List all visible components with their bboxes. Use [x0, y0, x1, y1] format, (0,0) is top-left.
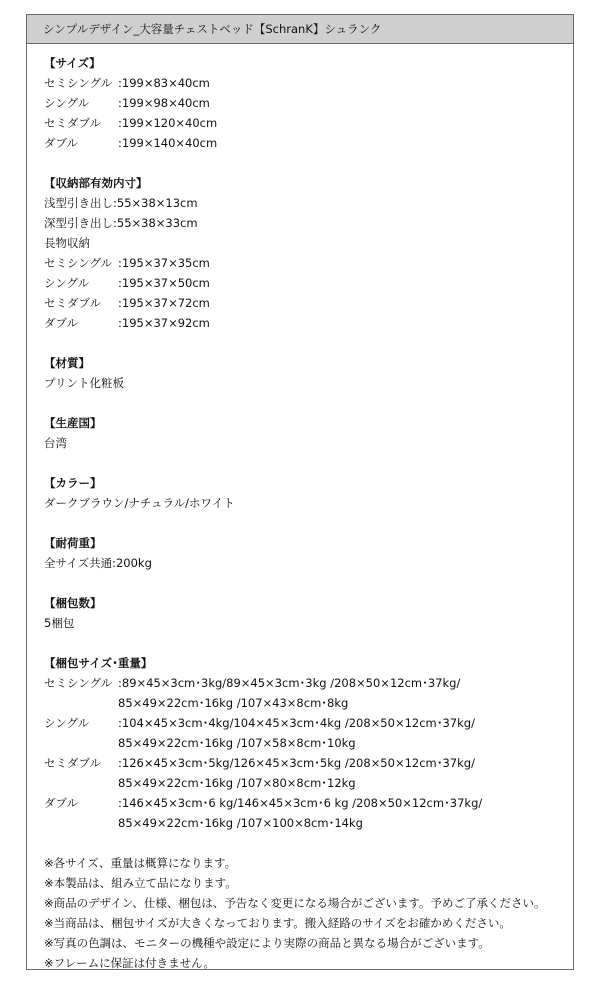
- color-heading: 【カラー】: [44, 476, 102, 490]
- storage-row: [44, 293, 573, 313]
- note-line: ※各サイズ、重量は概算になります。: [44, 856, 237, 870]
- package-size-row: [44, 713, 573, 753]
- notes-section: [44, 853, 573, 973]
- size-label: ダブル: [44, 136, 79, 150]
- spec-card: [26, 14, 574, 970]
- note-line: ※商品のデザイン、仕様、梱包は、予告なく変更になる場合がございます。予めご了承ください。: [44, 896, 546, 910]
- size-heading: 【サイズ】: [44, 56, 101, 70]
- package-size-row: [44, 673, 573, 713]
- size-section: [44, 53, 573, 153]
- storage-row: [44, 313, 573, 333]
- shallow-drawer-dimensions: 浅型引き出し:55×38×13cm: [44, 196, 198, 210]
- material-heading: 【材質】: [44, 356, 90, 370]
- package-size-section: [44, 653, 573, 833]
- spec-content: [27, 44, 573, 973]
- deep-drawer-dimensions: 深型引き出し:55×38×33cm: [44, 216, 198, 230]
- size-row: [44, 113, 573, 133]
- load-value: 全サイズ共通:200kg: [44, 556, 152, 570]
- storage-row: [44, 273, 573, 293]
- size-value: :199×120×40cm: [118, 116, 218, 130]
- size-row: [44, 93, 573, 113]
- size-row: [44, 73, 573, 93]
- packages-section: [44, 593, 573, 633]
- size-label: セミダブル: [44, 116, 102, 130]
- package-size-label: セミシングル: [44, 676, 113, 690]
- storage-heading: 【収納部有効内寸】: [44, 176, 148, 190]
- storage-value: :195×37×50cm: [118, 276, 210, 290]
- storage-section: [44, 173, 573, 333]
- size-label: セミシングル: [44, 76, 113, 90]
- package-size-label: ダブル: [44, 796, 79, 810]
- note-line: ※当商品は、梱包サイズが大きくなっております。搬入経路のサイズをお確かめください。: [44, 916, 511, 930]
- size-value: :199×83×40cm: [118, 76, 210, 90]
- size-value: :199×98×40cm: [118, 96, 210, 110]
- size-row: [44, 133, 573, 153]
- package-size-row: [44, 753, 573, 793]
- package-size-label: セミダブル: [44, 756, 102, 770]
- package-size-row: [44, 793, 573, 833]
- origin-section: [44, 413, 573, 453]
- packages-heading: 【梱包数】: [44, 596, 102, 610]
- package-size-value: :89×45×3cm･3kg/89×45×3cm･3kg /208×50×12cm･37kg/ 85×49×22cm･16kg /107×43×8cm･8kg: [118, 676, 461, 710]
- load-section: [44, 533, 573, 573]
- size-value: :199×140×40cm: [118, 136, 218, 150]
- color-value: ダークブラウン/ナチュラル/ホワイト: [44, 496, 235, 510]
- material-section: [44, 353, 573, 393]
- storage-label: シングル: [44, 276, 90, 290]
- note-line: ※フレームに保証は付きません。: [44, 956, 215, 970]
- storage-label: セミシングル: [44, 256, 113, 270]
- package-size-value: :104×45×3cm･4kg/104×45×3cm･4kg /208×50×12cm･37kg/ 85×49×22cm･16kg /107×58×8cm･10kg: [118, 716, 475, 750]
- spec-title: シンプルデザイン_大容量チェストベッド【SchranK】シュランク: [27, 15, 573, 44]
- packages-value: 5梱包: [44, 616, 75, 630]
- note-line: ※本製品は、組み立て品になります。: [44, 876, 237, 890]
- material-value: プリント化粧板: [44, 376, 125, 390]
- origin-heading: 【生産国】: [44, 416, 102, 430]
- storage-row: [44, 253, 573, 273]
- color-section: [44, 473, 573, 513]
- package-size-label: シングル: [44, 716, 90, 730]
- note-line: ※写真の色調は、モニターの機種や設定により実際の商品と異なる場合がございます。: [44, 936, 490, 950]
- storage-label: ダブル: [44, 316, 79, 330]
- origin-value: 台湾: [44, 436, 67, 450]
- package-size-heading: 【梱包サイズ･重量】: [44, 656, 153, 670]
- storage-value: :195×37×72cm: [118, 296, 210, 310]
- storage-value: :195×37×92cm: [118, 316, 210, 330]
- storage-value: :195×37×35cm: [118, 256, 210, 270]
- storage-label: セミダブル: [44, 296, 102, 310]
- long-storage-label: 長物収納: [44, 236, 90, 250]
- load-heading: 【耐荷重】: [44, 536, 102, 550]
- package-size-value: :146×45×3cm･6 kg/146×45×3cm･6 kg /208×50×12cm･37kg/ 85×49×22cm･16kg /107×100×8cm･14kg: [118, 796, 483, 830]
- size-label: シングル: [44, 96, 90, 110]
- package-size-value: :126×45×3cm･5kg/126×45×3cm･5kg /208×50×12cm･37kg/ 85×49×22cm･16kg /107×80×8cm･12kg: [118, 756, 475, 790]
